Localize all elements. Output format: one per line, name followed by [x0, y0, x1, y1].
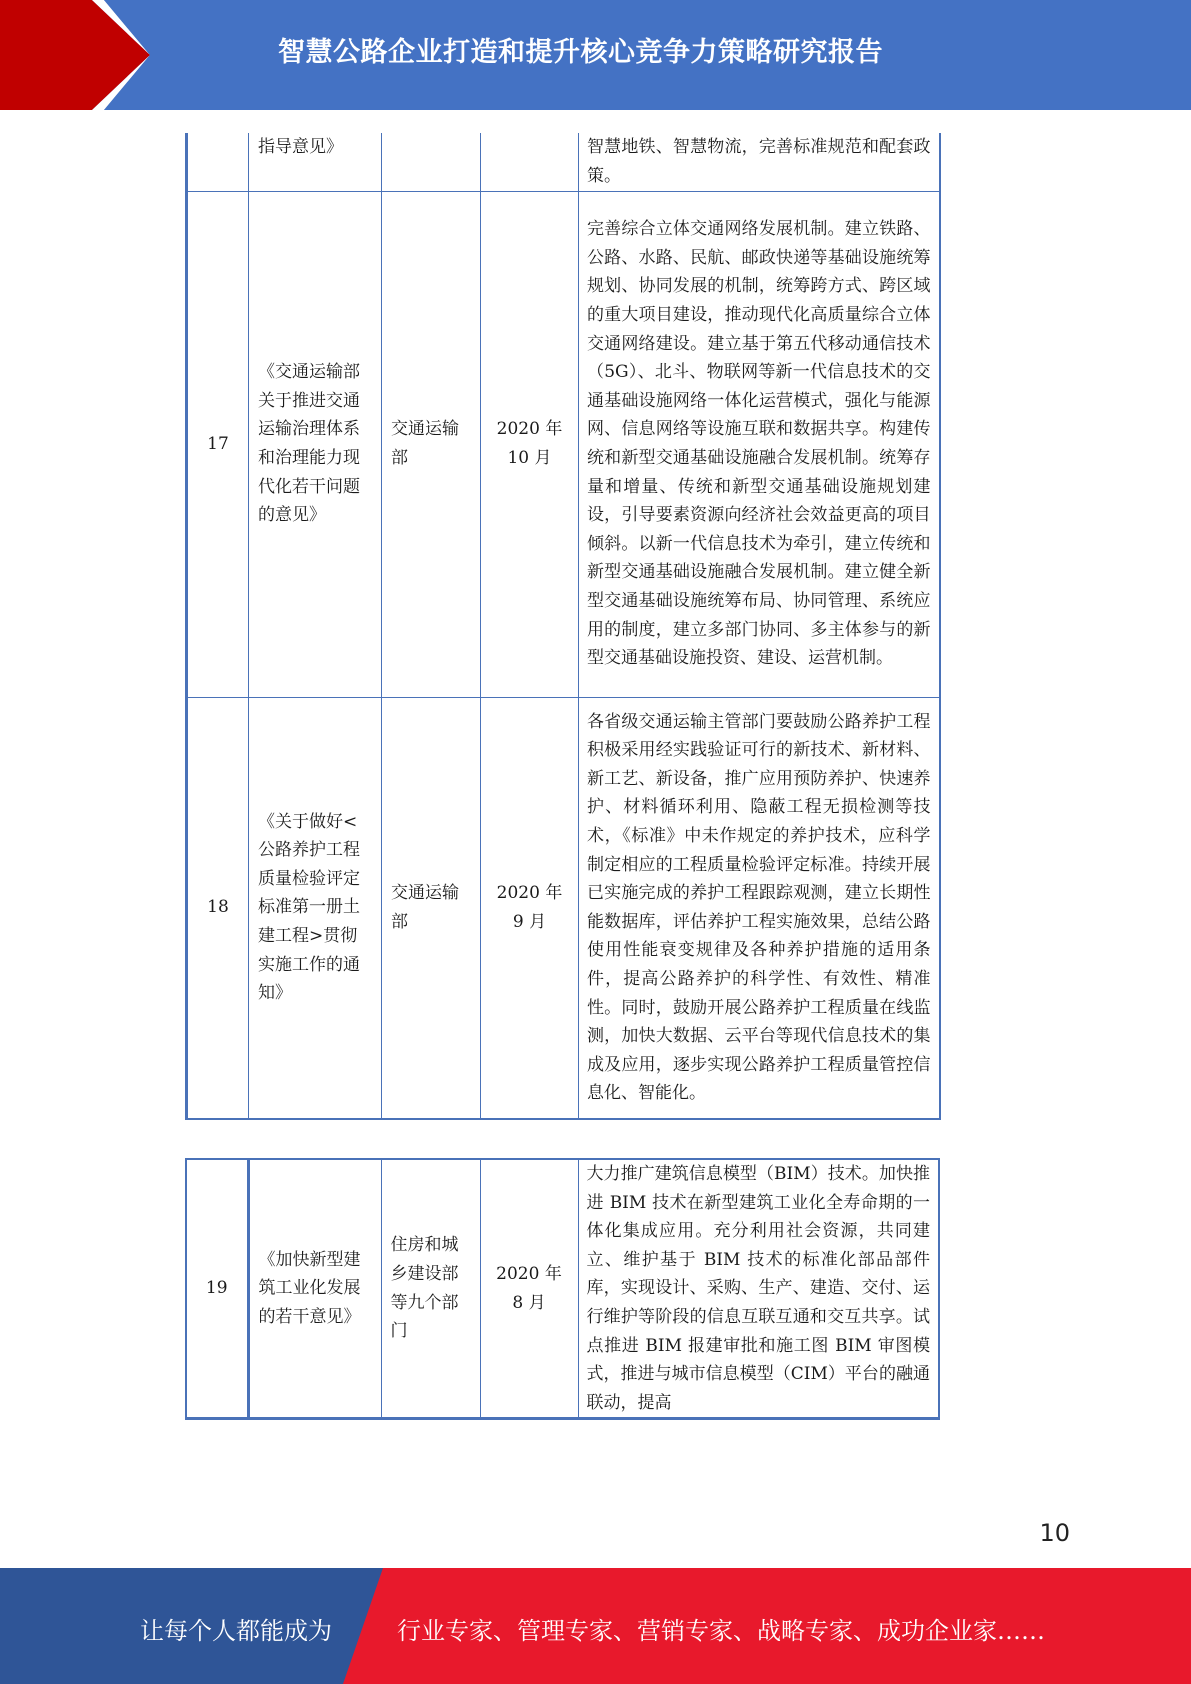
row-number: 18 — [187, 697, 249, 1119]
policy-content: 大力推广建筑信息模型（BIM）技术。加快推进 BIM 技术在新型建筑工业化全寿命期的一体化集成应用。充分利用社会资源，共同建立、维护基于 BIM 技术的标准化部品部件库，实现设计、采购、生产、建造、交付、运行维护等阶段的信息互联互通和交互共享。试点推进 BIM 报建审批和施工图 BIM 审图模式，推进与城市信息模型（CIM）平台的融通联动，提高 — [578, 1159, 939, 1419]
policy-issuer — [382, 133, 481, 191]
page-header — [0, 0, 1191, 110]
page-number: 10 — [1039, 1519, 1070, 1547]
table-row — [187, 133, 940, 191]
policy-content: 完善综合立体交通网络发展机制。建立铁路、公路、水路、民航、邮政快递等基础设施统筹规划、协同发展的机制，统筹跨方式、跨区域的重大项目建设，推动现代化高质量综合立体交通网络建设。建立基于第五代移动通信技术（5G）、北斗、物联网等新一代信息技术的交通基础设施网络一体化运营模式，强化与能源网、信息网络等设施互联和数据共享。构建传统和新型交通基础设施融合发展机制。统筹存量和增量、传统和新型交通基础设施规划建设，引导要素资源向经济社会效益更高的项目倾斜。以新一代信息技术为牵引，建立传统和新型交通基础设施融合发展机制。建立健全新型交通基础设施统筹布局、协同管理、系统应用的制度，建立多部门协同、多主体参与的新型交通基础设施投资、建设、运营机制。 — [579, 191, 940, 697]
row-number: 19 — [186, 1159, 248, 1419]
policy-date: 2020 年 9 月 — [481, 697, 579, 1119]
footer-slogan-left: 让每个人都能成为 — [140, 1617, 332, 1645]
table-row — [186, 1159, 939, 1419]
policy-date: 2020 年 10 月 — [481, 191, 579, 697]
policy-table-bottom — [185, 1158, 940, 1420]
row-number: 17 — [187, 191, 249, 697]
policy-issuer: 交通运输部 — [382, 191, 481, 697]
policy-name: 《加快新型建筑工业化发展的若干意见》 — [248, 1159, 381, 1419]
policy-issuer: 交通运输部 — [382, 697, 481, 1119]
policy-content: 智慧地铁、智慧物流，完善标准规范和配套政策。 — [579, 133, 940, 191]
page-footer — [0, 1568, 1191, 1684]
policy-date: 2020 年 8 月 — [480, 1159, 578, 1419]
policy-content: 各省级交通运输主管部门要鼓励公路养护工程积极采用经实践验证可行的新技术、新材料、新工艺、新设备，推广应用预防养护、快速养护、材料循环利用、隐蔽工程无损检测等技术，《标准》中未作规定的养护技术，应科学制定相应的工程质量检验评定标准。持续开展已实施完成的养护工程跟踪观测，建立长期性能数据库，评估养护工程实施效果，总结公路使用性能衰变规律及各种养护措施的适用条件，提高公路养护的科学性、有效性、精准性。同时，鼓励开展公路养护工程质量在线监测，加快大数据、云平台等现代信息技术的集成及应用，逐步实现公路养护工程质量管控信息化、智能化。 — [579, 697, 940, 1119]
policy-issuer: 住房和城乡建设部等九个部门 — [381, 1159, 480, 1419]
row-number — [187, 133, 249, 191]
policy-name: 《交通运输部关于推进交通运输治理体系和治理能力现代化若干问题的意见》 — [249, 191, 382, 697]
header-chevron-icon — [0, 0, 160, 110]
table-row — [187, 697, 940, 1119]
policy-table-top — [185, 133, 941, 1120]
table-row — [187, 191, 940, 697]
report-title: 智慧公路企业打造和提升核心竞争力策略研究报告 — [278, 37, 883, 68]
policy-name: 《关于做好<公路养护工程质量检验评定标准第一册土建工程>贯彻实施工作的通知》 — [249, 697, 382, 1119]
policy-name: 指导意见》 — [249, 133, 382, 191]
policy-date — [481, 133, 579, 191]
footer-slogan-right: 行业专家、管理专家、营销专家、战略专家、成功企业家…… — [397, 1617, 1045, 1645]
